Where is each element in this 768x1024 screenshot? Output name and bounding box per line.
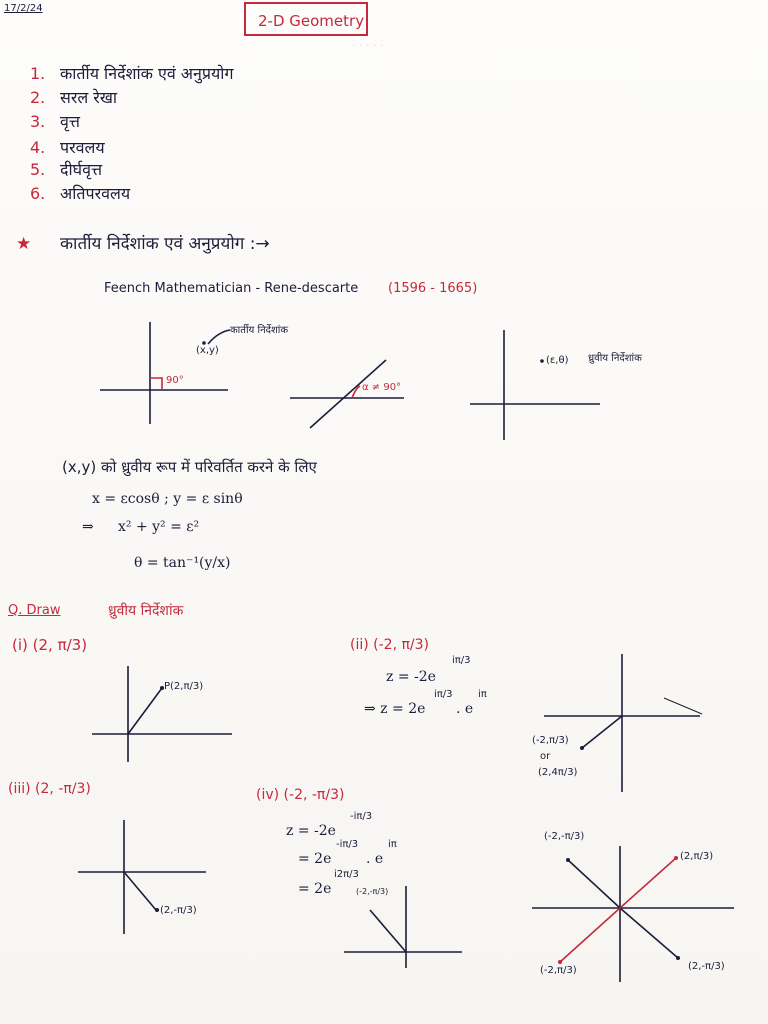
section-heading: कार्तीय निर्देशांक एवं अनुप्रयोग :→ — [60, 234, 270, 254]
toc-num: 5. — [30, 160, 46, 179]
part-2-label: (ii) (-2, π/3) — [350, 637, 429, 653]
toc-item: वृत्त — [60, 112, 80, 131]
part-4-eq2: = 2e — [298, 851, 332, 867]
final-point-top-left: (-2,-π/3) — [544, 831, 585, 842]
part-4-eq3: = 2e — [298, 881, 332, 897]
part-4-small-point: (-2,-π/3) — [356, 887, 389, 896]
figure-summary — [532, 846, 734, 982]
point-dot — [558, 960, 562, 964]
fig1-point-label: (x,y) — [196, 345, 219, 356]
star-icon: ★ — [16, 234, 32, 254]
toc-num: 6. — [30, 184, 46, 203]
line-to-bottom-left — [560, 908, 620, 962]
equation-radius: x² + y² = ε² — [118, 519, 200, 535]
part-2-point2: (2,4π/3) — [538, 767, 578, 778]
fig3-label: ध्रुवीय निर्देशांक — [588, 353, 642, 364]
part-2-exp1: iπ/3 — [452, 655, 471, 666]
point-dot — [155, 908, 159, 912]
part-2-or: or — [540, 751, 551, 762]
figure-part-1 — [92, 666, 232, 762]
question-title: ध्रुवीय निर्देशांक — [108, 603, 184, 619]
point-dot — [160, 686, 164, 690]
fig2-angle: α ≠ 90° — [362, 382, 402, 393]
part-4-eq1: z = -2e — [286, 823, 336, 839]
small-arrow — [664, 698, 702, 714]
part-4-exp1: -iπ/3 — [350, 811, 373, 822]
figure-part-2 — [544, 654, 702, 792]
radius-line — [128, 688, 162, 734]
part-1-point-label: P(2,π/3) — [164, 681, 204, 692]
toc-item: परवलय — [60, 138, 105, 157]
implies-symbol: ⇒ — [82, 519, 94, 535]
mathematician-line: Feench Mathematician - Rene-descarte — [104, 281, 359, 296]
figure-part-4 — [344, 886, 462, 968]
part-2-eq2: ⇒ z = 2e — [364, 701, 426, 717]
point-dot — [580, 746, 584, 750]
toc-num: 3. — [30, 112, 46, 131]
bleed-through-text: · · · · · — [352, 39, 384, 52]
toc-item: अतिपरवलय — [60, 184, 131, 203]
point-dot — [674, 856, 678, 860]
part-2-point1: (-2,π/3) — [532, 735, 569, 746]
question-label: Q. Draw — [8, 603, 61, 618]
page-title: 2-D Geometry — [258, 12, 365, 30]
part-4-label: (iv) (-2, -π/3) — [256, 787, 345, 803]
point-dot — [676, 956, 680, 960]
toc-item: कार्तीय निर्देशांक एवं अनुप्रयोग — [60, 64, 234, 83]
fig1-angle: 90° — [166, 375, 184, 386]
part-2-eq1: z = -2e — [386, 669, 436, 685]
part-3-label: (iii) (2, -π/3) — [8, 781, 91, 797]
equation-polar-components: x = εcosθ ; y = ε sinθ — [92, 491, 243, 507]
final-point-top-right: (2,π/3) — [680, 851, 714, 862]
toc-num: 1. — [30, 64, 46, 83]
toc-num: 4. — [30, 138, 46, 157]
toc-item: दीर्घवृत्त — [60, 160, 103, 179]
part-2-exp2: iπ/3 — [434, 689, 453, 700]
figure-part-3 — [78, 820, 206, 934]
line-to-top-right — [620, 858, 676, 908]
toc-item: सरल रेखा — [60, 88, 118, 107]
part-4-exp4: i2π/3 — [334, 869, 359, 880]
radius-line — [370, 910, 406, 952]
final-point-bottom-left: (-2,π/3) — [540, 965, 577, 976]
conversion-heading: (x,y) को ध्रुवीय रूप में परिवर्तित करने के लिए — [62, 458, 317, 476]
equation-angle: θ = tan⁻¹(y/x) — [134, 555, 231, 571]
fig3-point-label: (ε,θ) — [546, 355, 569, 366]
page-date: 17/2/24 — [4, 3, 43, 14]
figure-summary-red — [560, 858, 676, 962]
part-4-exp2: -iπ/3 — [336, 839, 359, 850]
final-point-bottom-right: (2,-π/3) — [688, 961, 725, 972]
toc-num: 2. — [30, 88, 46, 107]
part-1-label: (i) (2, π/3) — [12, 636, 88, 654]
part-4-exp3: iπ — [388, 839, 397, 850]
part-3-point-label: (2,-π/3) — [160, 905, 197, 916]
part-2-exp3: iπ — [478, 689, 487, 700]
point-dot — [566, 858, 570, 862]
radius-line — [124, 872, 156, 910]
part-4-dot: . e — [366, 851, 384, 867]
radius-line — [582, 716, 622, 748]
line-to-bottom-right — [620, 908, 678, 958]
mathematician-years: (1596 - 1665) — [388, 281, 478, 296]
part-2-dot: . e — [456, 701, 474, 717]
line-to-top-left — [568, 860, 620, 908]
fig1-label: कार्तीय निर्देशांक — [230, 325, 289, 336]
